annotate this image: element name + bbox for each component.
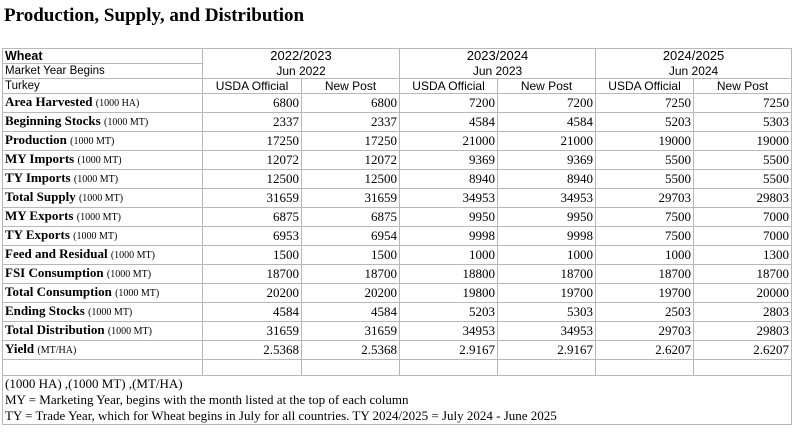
value-cell: 31659: [203, 322, 302, 341]
value-cell: 20000: [694, 284, 792, 303]
row-unit: (1000 MT): [106, 269, 152, 280]
row-label: [3, 284, 203, 303]
table-row: [3, 94, 792, 113]
row-name: Beginning Stocks: [5, 113, 101, 128]
value-cell: 4584: [302, 303, 400, 322]
value-cell: 21000: [498, 132, 596, 151]
col-usda-official: USDA Official: [596, 79, 694, 94]
col-new-post: New Post: [302, 79, 400, 94]
row-label: [3, 113, 203, 132]
value-cell: 5500: [694, 151, 792, 170]
value-cell: 7250: [694, 94, 792, 113]
table-row: [3, 227, 792, 246]
value-cell: 6954: [302, 227, 400, 246]
value-cell: 6875: [302, 208, 400, 227]
row-name: TY Imports: [5, 170, 71, 185]
year-header-2: 2023/2024: [400, 49, 596, 64]
value-cell: 9998: [400, 227, 498, 246]
value-cell: 1000: [596, 246, 694, 265]
value-cell: 2337: [302, 113, 400, 132]
table-row: [3, 208, 792, 227]
value-cell: 18700: [498, 265, 596, 284]
value-cell: 5303: [498, 303, 596, 322]
row-label: [3, 341, 203, 360]
value-cell: 5203: [400, 303, 498, 322]
note-units: (1000 HA) ,(1000 MT) ,(MT/HA): [3, 376, 792, 393]
value-cell: 2337: [203, 113, 302, 132]
row-label: [3, 132, 203, 151]
row-name: Total Distribution: [5, 322, 105, 337]
value-cell: 29703: [596, 189, 694, 208]
value-cell: 19800: [400, 284, 498, 303]
table-row: [3, 322, 792, 341]
row-unit: (1000 HA): [95, 98, 140, 109]
row-unit: (1000 MT): [77, 155, 122, 166]
row-name: Yield: [5, 341, 35, 356]
row-label: [3, 208, 203, 227]
year-begins-2: Jun 2023: [400, 64, 596, 79]
value-cell: 6800: [203, 94, 302, 113]
value-cell: 1500: [203, 246, 302, 265]
row-unit: (1000 MT): [76, 212, 121, 223]
row-name: MY Imports: [5, 151, 75, 166]
table-header: [3, 49, 792, 94]
note-marketing-year: MY = Marketing Year, begins with the month listed at the top of each column: [3, 392, 792, 408]
value-cell: 18800: [400, 265, 498, 284]
row-unit: (1000 MT): [78, 193, 124, 204]
value-cell: 12500: [302, 170, 400, 189]
table-row: [3, 246, 792, 265]
value-cell: 19700: [498, 284, 596, 303]
value-cell: 9369: [400, 151, 498, 170]
value-cell: 9950: [400, 208, 498, 227]
value-cell: 21000: [400, 132, 498, 151]
table-row: [3, 189, 792, 208]
row-unit: (MT/HA): [37, 345, 77, 356]
row-label: [3, 151, 203, 170]
value-cell: 19000: [596, 132, 694, 151]
value-cell: 31659: [203, 189, 302, 208]
table-body: [3, 94, 792, 360]
table-row: [3, 132, 792, 151]
value-cell: 6875: [203, 208, 302, 227]
table-notes: [3, 376, 792, 425]
value-cell: 5500: [596, 170, 694, 189]
value-cell: 4584: [400, 113, 498, 132]
col-usda-official: USDA Official: [400, 79, 498, 94]
value-cell: 31659: [302, 322, 400, 341]
row-name: Total Consumption: [5, 284, 112, 299]
table-row: [3, 151, 792, 170]
value-cell: 20200: [302, 284, 400, 303]
market-year-label: Market Year Begins: [3, 64, 203, 79]
row-name: FSI Consumption: [5, 265, 104, 280]
value-cell: 8940: [498, 170, 596, 189]
psd-table: [2, 48, 792, 425]
value-cell: 20200: [203, 284, 302, 303]
col-usda-official: USDA Official: [203, 79, 302, 94]
year-header-1: 2022/2023: [203, 49, 400, 64]
value-cell: 5500: [596, 151, 694, 170]
row-name: Feed and Residual: [5, 246, 108, 261]
page-title: Production, Supply, and Distribution: [4, 5, 305, 26]
value-cell: 2.5368: [302, 341, 400, 360]
value-cell: 6800: [302, 94, 400, 113]
value-cell: 9369: [498, 151, 596, 170]
value-cell: 9998: [498, 227, 596, 246]
value-cell: 17250: [302, 132, 400, 151]
row-unit: (1000 MT): [107, 326, 152, 337]
value-cell: 19000: [694, 132, 792, 151]
value-cell: 7500: [596, 208, 694, 227]
row-unit: (1000 MT): [103, 117, 149, 128]
value-cell: 2.9167: [400, 341, 498, 360]
row-label: [3, 246, 203, 265]
row-label: [3, 94, 203, 113]
note-trade-year: TY = Trade Year, which for Wheat begins in July for all countries. TY 2024/2025 = July 2024 - June 2025: [3, 408, 792, 425]
row-label: [3, 227, 203, 246]
col-new-post: New Post: [498, 79, 596, 94]
value-cell: 7000: [694, 208, 792, 227]
row-label: [3, 170, 203, 189]
value-cell: 7250: [596, 94, 694, 113]
value-cell: 18700: [596, 265, 694, 284]
table-row: [3, 170, 792, 189]
col-new-post: New Post: [694, 79, 792, 94]
value-cell: 29803: [694, 322, 792, 341]
value-cell: 7000: [694, 227, 792, 246]
row-label: [3, 322, 203, 341]
value-cell: 4584: [498, 113, 596, 132]
row-label: [3, 303, 203, 322]
value-cell: 9950: [498, 208, 596, 227]
value-cell: 5500: [694, 170, 792, 189]
value-cell: 18700: [203, 265, 302, 284]
table-row: [3, 284, 792, 303]
value-cell: 8940: [400, 170, 498, 189]
value-cell: 2803: [694, 303, 792, 322]
value-cell: 5303: [694, 113, 792, 132]
row-name: Production: [5, 132, 67, 147]
commodity-label: Wheat: [3, 49, 203, 64]
value-cell: 7200: [498, 94, 596, 113]
value-cell: 31659: [302, 189, 400, 208]
value-cell: 18700: [302, 265, 400, 284]
value-cell: 12072: [302, 151, 400, 170]
row-unit: (1000 MT): [110, 250, 155, 261]
value-cell: 29803: [694, 189, 792, 208]
row-unit: (1000 MT): [70, 136, 115, 147]
value-cell: 19700: [596, 284, 694, 303]
row-name: Ending Stocks: [5, 303, 85, 318]
value-cell: 7500: [596, 227, 694, 246]
value-cell: 1500: [302, 246, 400, 265]
value-cell: 34953: [400, 189, 498, 208]
table-row: [3, 341, 792, 360]
value-cell: 2.6207: [596, 341, 694, 360]
row-name: Total Supply: [5, 189, 76, 204]
value-cell: 4584: [203, 303, 302, 322]
value-cell: 6953: [203, 227, 302, 246]
row-unit: (1000 MT): [115, 288, 160, 299]
row-label: [3, 265, 203, 284]
value-cell: 5203: [596, 113, 694, 132]
row-name: MY Exports: [5, 208, 74, 223]
value-cell: 1300: [694, 246, 792, 265]
value-cell: 29703: [596, 322, 694, 341]
value-cell: 34953: [400, 322, 498, 341]
table-row: [3, 265, 792, 284]
table-spacer: [3, 360, 792, 376]
row-unit: (1000 MT): [88, 307, 133, 318]
value-cell: 12500: [203, 170, 302, 189]
row-label: [3, 189, 203, 208]
country-label: Turkey: [3, 79, 203, 94]
value-cell: 12072: [203, 151, 302, 170]
year-begins-1: Jun 2022: [203, 64, 400, 79]
value-cell: 34953: [498, 189, 596, 208]
value-cell: 18700: [694, 265, 792, 284]
value-cell: 34953: [498, 322, 596, 341]
year-header-3: 2024/2025: [596, 49, 792, 64]
row-unit: (1000 MT): [73, 231, 118, 242]
value-cell: 1000: [498, 246, 596, 265]
value-cell: 1000: [400, 246, 498, 265]
value-cell: 2.9167: [498, 341, 596, 360]
table-row: [3, 113, 792, 132]
value-cell: 2.6207: [694, 341, 792, 360]
row-name: Area Harvested: [5, 94, 93, 109]
year-begins-3: Jun 2024: [596, 64, 792, 79]
value-cell: 17250: [203, 132, 302, 151]
row-unit: (1000 MT): [73, 174, 119, 185]
table-row: [3, 303, 792, 322]
row-name: TY Exports: [5, 227, 70, 242]
value-cell: 2.5368: [203, 341, 302, 360]
value-cell: 7200: [400, 94, 498, 113]
value-cell: 2503: [596, 303, 694, 322]
